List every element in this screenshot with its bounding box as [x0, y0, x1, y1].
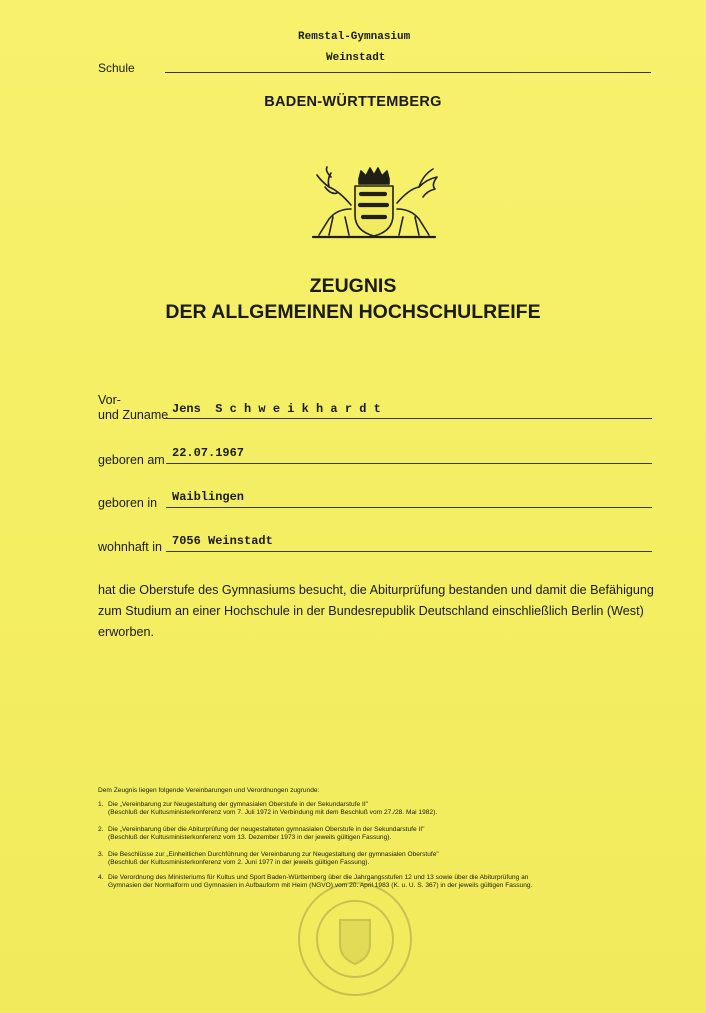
school-rule — [165, 72, 651, 73]
school-seal-stamp-icon — [296, 880, 414, 998]
footnote-item — [98, 826, 658, 841]
residence-value: 7056 Weinstadt — [172, 534, 273, 548]
birthplace-label: geboren in — [98, 496, 158, 510]
residence-label: wohnhaft in — [98, 540, 162, 554]
state-heading: BADEN-WÜRTTEMBERG — [264, 94, 442, 110]
footnote-line: (Beschluß der Kultusministerkonferenz vom 7. Juli 1972 in Verbindung mit dem Beschluß vom 27./28. Mai 1982). — [108, 808, 438, 816]
footnote-number: 1. — [98, 801, 104, 808]
school-name-line2: Weinstadt — [326, 52, 386, 64]
footnote-item — [98, 851, 658, 866]
birthdate-label: geboren am — [98, 453, 165, 467]
birthdate-value: 22.07.1967 — [172, 446, 245, 460]
name-label-1: Vor- — [98, 393, 121, 407]
footnote-line: (Beschluß der Kultusministerkonferenz vom 2. Juni 1977 in der jeweils gültigen Fassung). — [108, 858, 370, 866]
name-value: Jens S c h w e i k h a r d t — [172, 402, 381, 416]
footnote-line: Die Beschlüsse zur „Einheitlichen Durchführung der Vereinbarung zur Neugestaltung der gymnasialen Oberstufe" — [108, 851, 439, 858]
footnote-line: (Beschluß der Kultusministerkonferenz vom 13. Dezember 1973 in der jeweils gültigen Fassung). — [108, 833, 392, 841]
school-label: Schule — [98, 61, 135, 75]
name-label-2: und Zuname — [98, 408, 169, 422]
school-name-line1: Remstal-Gymnasium — [298, 31, 411, 43]
footnote-line: Die „Vereinbarung über die Abiturprüfung der neugestalteten gymnasialen Oberstufe in der Sekundarstufe II" — [108, 826, 425, 833]
baden-wuerttemberg-coat-of-arms-icon — [305, 165, 443, 241]
certificate-title-line1: ZEUGNIS — [309, 275, 397, 297]
footnote-number: 3. — [98, 851, 104, 858]
footnote-line: Die Verordnung des Ministeriums für Kultus und Sport Baden-Württemberg über die Jahrgangsstufen 12 und 13 sowie über die Abiturprüfung an — [108, 874, 529, 881]
certificate-title-line2: DER ALLGEMEINEN HOCHSCHULREIFE — [165, 301, 541, 323]
birthplace-rule — [166, 507, 652, 508]
name-rule — [166, 418, 652, 419]
footnotes-intro: Dem Zeugnis liegen folgende Vereinbarungen und Verordnungen zugrunde: — [98, 787, 320, 794]
footnote-line: Die „Vereinbarung zur Neugestaltung der gymnasialen Oberstufe in der Sekundarstufe II" — [108, 801, 369, 808]
footnote-line: Gymnasien der Normalform und Gymnasien in Aufbauform mit Heim (NGVO) vom 20. April 1983 (K. u. U. S. 367) in der jeweils gültigen Fassung. — [108, 881, 533, 889]
certificate-statement: hat die Oberstufe des Gymnasiums besucht, die Abiturprüfung bestanden und damit die Befähigung zum Studium an einer Hochschule in der Bundesrepublik Deutschland einschließlich Berlin (West) erworben. — [98, 583, 654, 639]
residence-rule — [166, 551, 652, 552]
birthdate-rule — [166, 463, 652, 464]
footnote-number: 2. — [98, 826, 104, 833]
birthplace-value: Waiblingen — [172, 490, 245, 504]
footnote-number: 4. — [98, 874, 104, 881]
footnote-item — [98, 801, 658, 816]
